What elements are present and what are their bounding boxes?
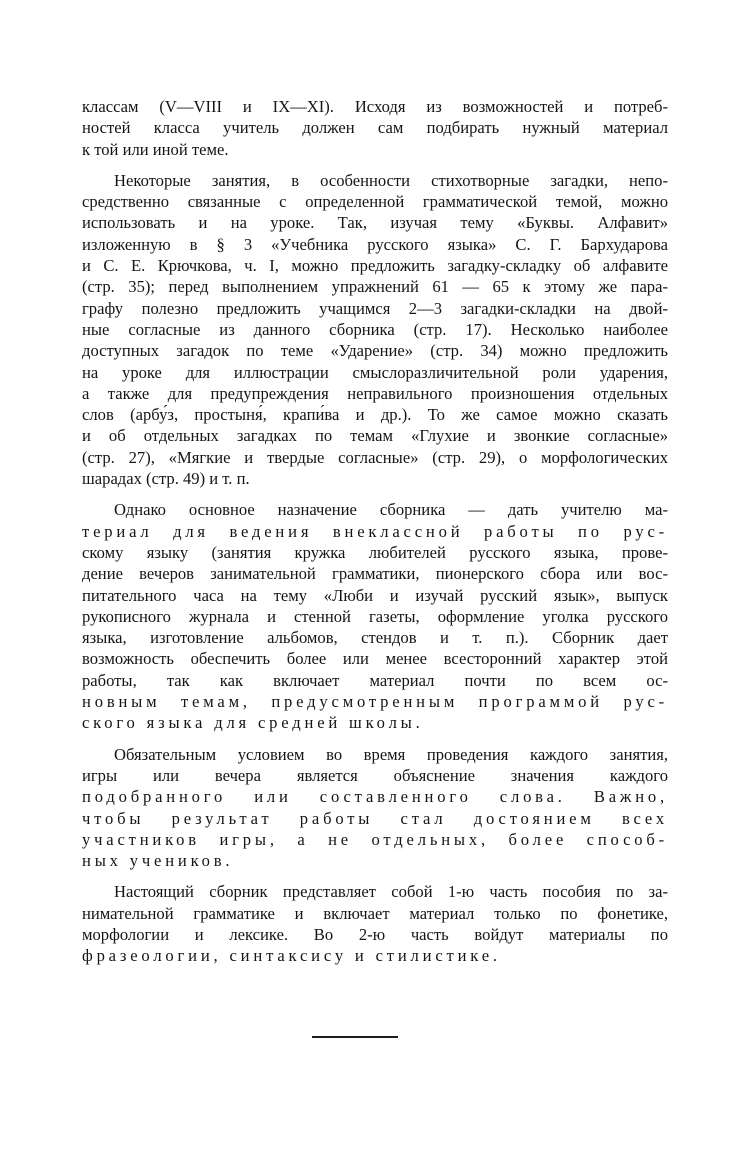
text-line: использовать и на уроке. Так, изучая тему «Буквы. Алфавит» (82, 213, 668, 233)
section-divider (312, 1036, 398, 1038)
text-line: териал для ведения внеклассной работы по рус- (82, 521, 668, 541)
text-line: игры или вечера является объяснение значения каждого (82, 765, 668, 785)
text-line: ского языка для средней школы. (82, 713, 424, 733)
text-line: работы, так как включает материал почти по всем ос- (82, 670, 668, 690)
text-line: возможность обеспечить более или менее всесторонний характер этой (82, 649, 668, 669)
text-line: (стр. 35); перед выполнением упражнений 61 — 65 к этому же пара- (82, 277, 668, 297)
text-line: (стр. 27), «Мягкие и твердые согласные» (стр. 29), о морфологических (82, 447, 668, 467)
text-line: шарадах (стр. 49) и т. п. (82, 469, 250, 489)
text-line: нимательной грамматике и включает материал только по фонетике, (82, 903, 668, 923)
text-line: Обязательным условием во время проведения каждого занятия, (114, 744, 668, 764)
text-line: ных учеников. (82, 851, 234, 871)
paragraph-4 (82, 744, 668, 872)
text-line: доступных загадок по теме «Ударение» (стр. 34) можно предложить (82, 341, 668, 361)
text-line: новным темам, предусмотренным программой рус- (82, 692, 668, 712)
text-line: Однако основное назначение сборника — дать учителю ма- (114, 500, 668, 520)
text-line: скому языку (занятия кружка любителей русского языка, прове- (82, 542, 668, 562)
text-line: дение вечеров занимательной грамматики, пионерского сбора или вос- (82, 564, 668, 584)
paragraph-1 (82, 96, 668, 160)
paragraph-3 (82, 499, 668, 733)
text-line: а также для предупреждения неправильного произношения отдельных (82, 383, 668, 403)
text-line: ные согласные из данного сборника (стр. 17). Несколько наиболее (82, 319, 668, 339)
text-line: ностей класса учитель должен сам подбирать нужный материал (82, 118, 668, 138)
text-line: участников игры, а не отдельных, более способ- (82, 829, 668, 849)
text-line: средственно связанные с определенной грамматической темой, можно (82, 192, 668, 212)
text-line: подобранного или составленного слова. Важно, (82, 787, 668, 807)
text-line: чтобы результат работы стал достоянием всех (82, 808, 668, 828)
paragraph-2 (82, 170, 668, 489)
text-line: слов (арбу́з, простыня́, крапи́ва и др.). То же самое можно сказать (82, 405, 668, 425)
text-line: языка, изготовление альбомов, стендов и т. п.). Сборник дает (82, 628, 668, 648)
text-line: Настоящий сборник представляет собой 1-ю часть пособия по за- (114, 882, 668, 902)
text-line: изложенную в § 3 «Учебника русского языка» С. Г. Бархударова (82, 234, 668, 254)
text-line: Некоторые занятия, в особенности стихотворные загадки, непо- (114, 170, 668, 190)
text-line: на уроке для иллюстрации смыслоразличительной роли ударения, (82, 362, 668, 382)
text-line: графу полезно предложить учащимся 2—3 загадки-складки на двой- (82, 298, 668, 318)
text-line: и об отдельных загадках по темам «Глухие и звонкие согласные» (82, 426, 668, 446)
text-line: фразеологии, синтаксису и стилистике. (82, 946, 501, 966)
text-line: и С. Е. Крючкова, ч. I, можно предложить загадку-складку об алфавите (82, 256, 668, 276)
text-line: классам (V—VIII и IX—XI). Исходя из возможностей и потреб- (82, 97, 668, 116)
paragraph-5 (82, 881, 668, 966)
text-line: морфологии и лексике. Во 2-ю часть войдут материалы по (82, 924, 668, 944)
body-text (82, 96, 668, 977)
text-line: рукописного журнала и стенной газеты, оформление уголка русского (82, 606, 668, 626)
text-line: питательного часа на тему «Люби и изучай русский язык», выпуск (82, 585, 668, 605)
text-line: к той или иной теме. (82, 139, 229, 159)
